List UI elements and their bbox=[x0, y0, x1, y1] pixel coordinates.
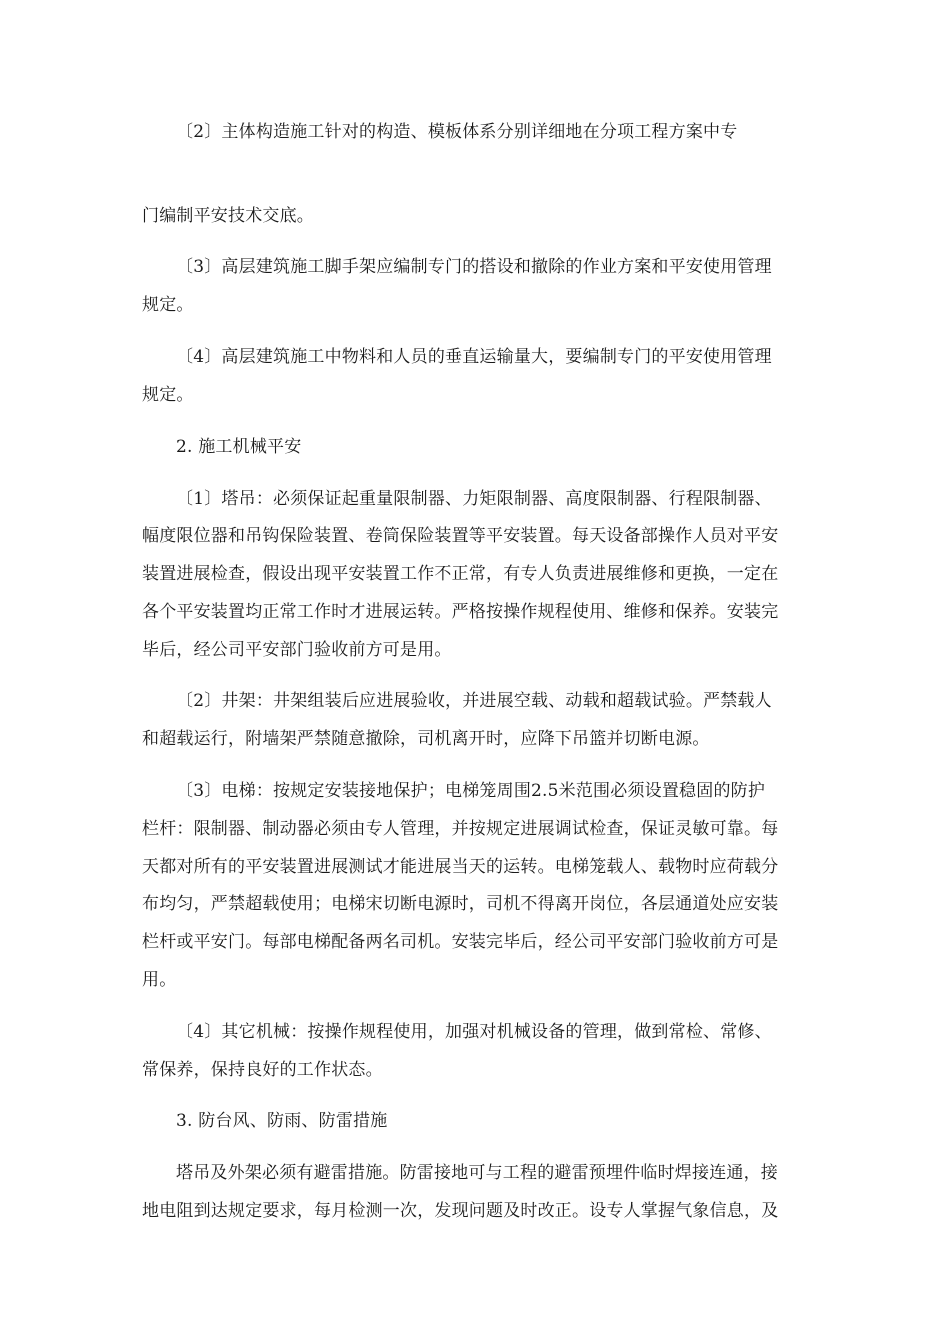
section-heading: 2. 施工机械平安 bbox=[176, 437, 302, 457]
paragraph-line: 〔4〕高层建筑施工中物料和人员的垂直运输量大，要编制专门的平安使用管理 bbox=[176, 347, 772, 367]
paragraph-line: 天都对所有的平安装置进展测试才能进展当天的运转。电梯笼载人、载物时应荷载分 bbox=[142, 857, 779, 877]
paragraph-line: 〔2〕主体构造施工针对的构造、模板体系分别详细地在分项工程方案中专 bbox=[176, 122, 738, 142]
paragraph-line: 〔3〕高层建筑施工脚手架应编制专门的搭设和撤除的作业方案和平安使用管理 bbox=[176, 257, 772, 277]
paragraph-line: 栏杆：限制器、制动器必须由专人管理，并按规定进展调试检查，保证灵敏可靠。每 bbox=[142, 819, 779, 839]
paragraph-line: 毕后，经公司平安部门验收前方可是用。 bbox=[142, 640, 452, 660]
paragraph-line: 装置进展检查，假设出现平安装置工作不正常，有专人负责进展维修和更换，一定在 bbox=[142, 564, 779, 584]
paragraph-line: 常保养，保持良好的工作状态。 bbox=[142, 1060, 383, 1080]
paragraph-line: 用。 bbox=[142, 970, 177, 990]
paragraph-line: 〔1〕塔吊：必须保证起重量限制器、力矩限制器、高度限制器、行程限制器、 bbox=[176, 489, 772, 509]
paragraph-line: 栏杆或平安门。每部电梯配备两名司机。安装完毕后，经公司平安部门验收前方可是 bbox=[142, 932, 779, 952]
paragraph-line: 地电阻到达规定要求，每月检测一次，发现问题及时改正。设专人掌握气象信息，及 bbox=[142, 1201, 779, 1221]
paragraph-line: 各个平安装置均正常工作时才进展运转。严格按操作规程使用、维修和保养。安装完 bbox=[142, 602, 779, 622]
paragraph-line: 塔吊及外架必须有避雷措施。防雷接地可与工程的避雷预埋件临时焊接连通，接 bbox=[176, 1163, 778, 1183]
paragraph-line: 规定。 bbox=[142, 385, 194, 405]
section-heading: 3. 防台风、防雨、防雷措施 bbox=[176, 1111, 388, 1131]
paragraph-line: 规定。 bbox=[142, 295, 194, 315]
paragraph-line: 〔4〕其它机械：按操作规程使用，加强对机械设备的管理，做到常检、常修、 bbox=[176, 1022, 772, 1042]
paragraph-line: 和超载运行，附墙架严禁随意撤除，司机离开时，应降下吊篮并切断电源。 bbox=[142, 729, 710, 749]
paragraph-line: 幅度限位器和吊钩保险装置、卷筒保险装置等平安装置。每天设备部操作人员对平安 bbox=[142, 526, 779, 546]
paragraph-line: 布均匀，严禁超载使用；电梯宋切断电源时，司机不得离开岗位，各层通道处应安装 bbox=[142, 894, 779, 914]
paragraph-line: 门编制平安技术交底。 bbox=[142, 206, 314, 226]
paragraph-line: 〔2〕井架：井架组装后应进展验收，并进展空载、动载和超载试验。严禁载人 bbox=[176, 691, 772, 711]
paragraph-line: 〔3〕电梯：按规定安装接地保护；电梯笼周围2.5米范围必须设置稳固的防护 bbox=[176, 781, 766, 801]
